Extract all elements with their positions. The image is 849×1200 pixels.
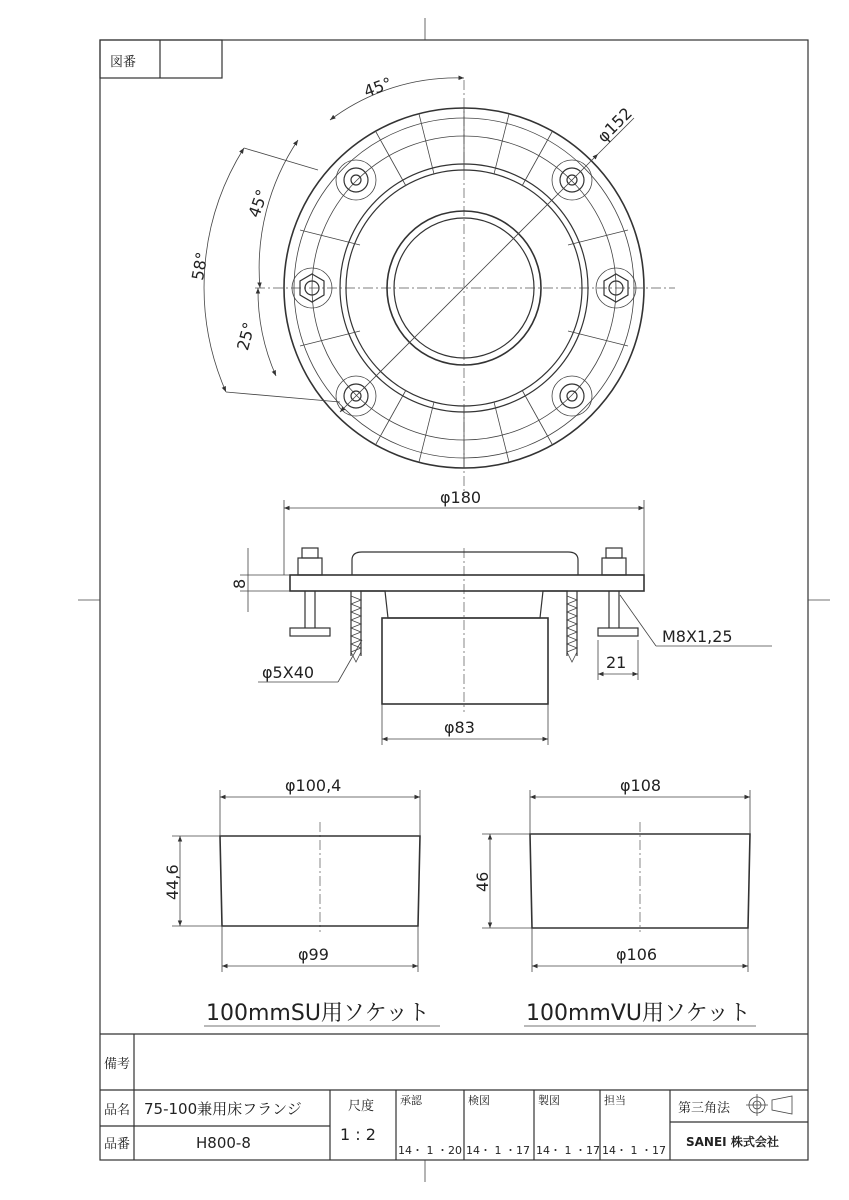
- dim-bolt-size: M8X1,25: [662, 627, 733, 646]
- name-label: 品名: [104, 1103, 131, 1118]
- charge-label: 担当: [604, 1094, 626, 1107]
- side-view: [230, 488, 772, 745]
- bolt-right: [598, 548, 638, 636]
- title-block: [100, 1034, 808, 1160]
- drawing-border: [100, 40, 808, 1160]
- scale-label: 尺度: [348, 1099, 375, 1114]
- dim-overall-diameter: φ180: [440, 488, 482, 507]
- vu-height: 46: [473, 871, 492, 892]
- vu-top-diameter: φ108: [620, 776, 662, 795]
- checked-label: 検図: [468, 1094, 490, 1107]
- vu-socket: [473, 776, 756, 1026]
- checked-date: 14・ 1 ・17: [466, 1144, 530, 1157]
- projection-label: 第三角法: [678, 1101, 731, 1116]
- dim-angle-low: 25°: [233, 320, 259, 353]
- su-height: 44,6: [163, 864, 182, 900]
- name-value: 75-100兼用床フランジ: [144, 1100, 302, 1118]
- bolt-left: [290, 548, 330, 636]
- top-view: [188, 73, 675, 495]
- screw-hole-bottom-right: [552, 376, 592, 416]
- dim-angle-outer: 58°: [188, 250, 212, 282]
- remarks-label: 備考: [104, 1057, 131, 1072]
- scale-value: 1 : 2: [340, 1125, 376, 1144]
- approved-label: 承認: [400, 1094, 422, 1107]
- su-bottom-diameter: φ99: [298, 945, 329, 964]
- su-socket-caption: 100mmSU用ソケット: [206, 1001, 430, 1026]
- screw-left: [351, 591, 361, 662]
- drawn-label: 製図: [538, 1094, 560, 1107]
- screw-hole-top-left: [336, 160, 376, 200]
- drawn-date: 14・ 1 ・17: [536, 1144, 600, 1157]
- approved-date: 14・ 1 ・20: [398, 1144, 462, 1157]
- dim-screw-size: φ5X40: [262, 663, 315, 682]
- dim-bolt-circle: φ152: [593, 103, 636, 147]
- screw-right: [567, 591, 577, 662]
- vu-bottom-diameter: φ106: [616, 945, 658, 964]
- number-label: 品番: [104, 1137, 131, 1152]
- company-name: SANEI 株式会社: [686, 1135, 779, 1149]
- dim-socket-diameter: φ83: [444, 718, 475, 737]
- flange-plate: [290, 575, 644, 591]
- dim-angle-top: 45°: [361, 73, 395, 101]
- third-angle-projection-icon: [746, 1094, 792, 1116]
- dim-nut-width: 21: [606, 653, 627, 672]
- dim-flange-thickness: 8: [230, 578, 249, 589]
- number-value: H800-8: [196, 1134, 251, 1152]
- vu-socket-caption: 100mmVU用ソケット: [526, 1001, 751, 1026]
- socket-body: [382, 618, 548, 704]
- dim-angle-mid: 45°: [244, 186, 272, 221]
- drawing-number-label: 図番: [110, 55, 137, 70]
- su-top-diameter: φ100,4: [285, 776, 342, 795]
- su-socket: [163, 776, 440, 1026]
- charge-date: 14・ 1 ・17: [602, 1144, 666, 1157]
